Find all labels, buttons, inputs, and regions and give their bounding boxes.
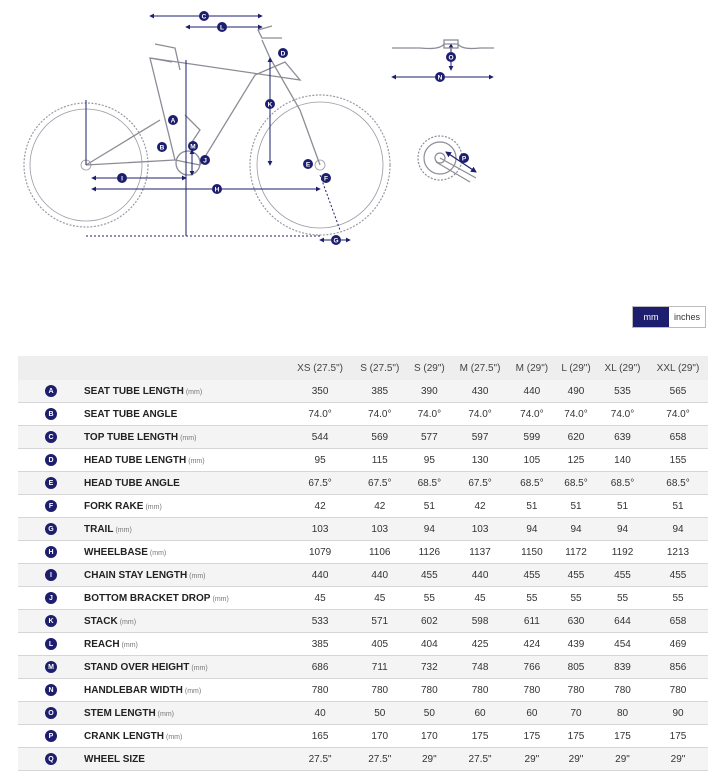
row-value-cell: 404	[407, 633, 451, 656]
row-value-cell: 1079	[288, 541, 352, 564]
row-value-cell: 644	[597, 610, 648, 633]
diagram-badge-letter: N	[437, 74, 443, 82]
row-value-cell: 611	[509, 610, 555, 633]
row-value-cell: 175	[597, 725, 648, 748]
row-value-cell: 1213	[648, 541, 708, 564]
row-value-cell: 535	[597, 380, 648, 403]
row-value-cell: 74.0°	[555, 403, 597, 426]
row-value-cell: 711	[352, 656, 407, 679]
table-row	[18, 725, 708, 748]
row-value-cell: 68.5°	[407, 472, 451, 495]
diagram-badge-letter: A	[170, 117, 176, 125]
row-badge-cell	[18, 495, 84, 518]
row-letter-badge: Q	[45, 753, 57, 765]
bike-geometry-diagram	[0, 0, 720, 290]
row-label-cell	[84, 748, 288, 771]
table-row	[18, 426, 708, 449]
table-row	[18, 564, 708, 587]
row-value-cell: 385	[288, 633, 352, 656]
diagram-badge-letter: G	[333, 237, 339, 245]
row-value-cell: 50	[407, 702, 451, 725]
row-value-cell: 732	[407, 656, 451, 679]
row-value-cell: 780	[352, 679, 407, 702]
row-value-cell: 55	[509, 587, 555, 610]
row-value-cell: 95	[407, 449, 451, 472]
row-value-cell: 60	[509, 702, 555, 725]
row-value-cell: 440	[509, 380, 555, 403]
row-letter-badge: O	[45, 707, 57, 719]
row-value-cell: 1137	[451, 541, 508, 564]
row-value-cell: 29"	[555, 748, 597, 771]
row-value-cell: 639	[597, 426, 648, 449]
row-label-cell	[84, 587, 288, 610]
row-value-cell: 27.5"	[288, 748, 352, 771]
unit-inches-button[interactable]: inches	[669, 307, 705, 327]
row-value-cell: 45	[451, 587, 508, 610]
row-letter-badge: I	[45, 569, 57, 581]
row-value-cell: 74.0°	[407, 403, 451, 426]
row-letter-badge: A	[45, 385, 57, 397]
row-value-cell: 51	[509, 495, 555, 518]
row-value-cell: 51	[407, 495, 451, 518]
row-value-cell: 105	[509, 449, 555, 472]
row-value-cell: 45	[288, 587, 352, 610]
row-label: CRANK LENGTH	[84, 730, 164, 742]
row-value-cell: 598	[451, 610, 508, 633]
row-label: FORK RAKE	[84, 500, 144, 512]
row-letter-badge: F	[45, 500, 57, 512]
diagram-badge-letter: L	[220, 24, 224, 32]
row-letter-badge: G	[45, 523, 57, 535]
table-row	[18, 449, 708, 472]
row-letter-badge: C	[45, 431, 57, 443]
row-value-cell: 175	[509, 725, 555, 748]
row-value-cell: 571	[352, 610, 407, 633]
row-value-cell: 455	[509, 564, 555, 587]
row-value-cell: 780	[597, 679, 648, 702]
row-badge-cell	[18, 541, 84, 564]
row-value-cell: 103	[451, 518, 508, 541]
row-letter-badge: P	[45, 730, 57, 742]
row-label: REACH	[84, 638, 120, 650]
row-badge-cell	[18, 380, 84, 403]
row-letter-badge: M	[45, 661, 57, 673]
row-badge-cell	[18, 610, 84, 633]
diagram-badge-letter: B	[159, 144, 165, 152]
table-row	[18, 541, 708, 564]
row-value-cell: 94	[648, 518, 708, 541]
row-unit: (mm)	[145, 503, 162, 511]
row-unit: (mm)	[188, 457, 205, 465]
table-row	[18, 518, 708, 541]
row-value-cell: 67.5°	[288, 472, 352, 495]
row-value-cell: 27.5"	[451, 748, 508, 771]
row-value-cell: 390	[407, 380, 451, 403]
row-value-cell: 74.0°	[648, 403, 708, 426]
row-value-cell: 780	[451, 679, 508, 702]
bike-frame	[86, 26, 320, 175]
row-badge-cell	[18, 587, 84, 610]
row-badge-cell	[18, 449, 84, 472]
row-value-cell: 125	[555, 449, 597, 472]
table-header-row	[18, 356, 708, 380]
row-value-cell: 140	[597, 449, 648, 472]
table-row	[18, 702, 708, 725]
row-value-cell: 175	[451, 725, 508, 748]
table-row	[18, 656, 708, 679]
row-value-cell: 565	[648, 380, 708, 403]
row-value-cell: 1106	[352, 541, 407, 564]
size-header: S (27.5")	[352, 356, 407, 380]
row-value-cell: 780	[509, 679, 555, 702]
row-value-cell: 455	[555, 564, 597, 587]
row-letter-badge: K	[45, 615, 57, 627]
size-header: L (29")	[555, 356, 597, 380]
row-value-cell: 385	[352, 380, 407, 403]
diagram-badge-letter: O	[448, 54, 454, 62]
row-value-cell: 55	[555, 587, 597, 610]
row-value-cell: 1192	[597, 541, 648, 564]
row-label: BOTTOM BRACKET DROP	[84, 592, 211, 604]
row-unit: (mm)	[185, 388, 203, 396]
row-badge-cell	[18, 656, 84, 679]
row-value-cell: 68.5°	[648, 472, 708, 495]
header-spacer	[18, 356, 288, 380]
row-value-cell: 103	[352, 518, 407, 541]
row-label: STACK	[84, 615, 118, 627]
diagram-badge-letter: F	[324, 175, 328, 183]
row-label: STEM LENGTH	[84, 707, 156, 719]
row-value-cell: 130	[451, 449, 508, 472]
diagram-badge-letter: P	[461, 155, 467, 163]
row-value-cell: 51	[648, 495, 708, 518]
row-value-cell: 42	[451, 495, 508, 518]
row-value-cell: 780	[648, 679, 708, 702]
row-value-cell: 115	[352, 449, 407, 472]
row-value-cell: 50	[352, 702, 407, 725]
row-value-cell: 780	[288, 679, 352, 702]
row-value-cell: 94	[555, 518, 597, 541]
row-value-cell: 29"	[407, 748, 451, 771]
row-label: TRAIL	[84, 523, 114, 535]
row-badge-cell	[18, 518, 84, 541]
row-unit: (mm)	[191, 664, 208, 672]
row-value-cell: 856	[648, 656, 708, 679]
table-row	[18, 380, 708, 403]
row-value-cell: 170	[352, 725, 407, 748]
row-value-cell: 67.5°	[451, 472, 508, 495]
row-value-cell: 74.0°	[352, 403, 407, 426]
row-value-cell: 780	[555, 679, 597, 702]
row-unit: (mm)	[121, 641, 138, 649]
table-row	[18, 472, 708, 495]
row-value-cell: 74.0°	[451, 403, 508, 426]
row-value-cell: 94	[407, 518, 451, 541]
row-unit: (mm)	[119, 618, 137, 626]
row-value-cell: 569	[352, 426, 407, 449]
diagram-badge-letter: D	[280, 50, 286, 58]
diagram-badge-letter: J	[203, 157, 207, 165]
row-value-cell: 350	[288, 380, 352, 403]
row-value-cell: 68.5°	[597, 472, 648, 495]
row-value-cell: 766	[509, 656, 555, 679]
row-value-cell: 424	[509, 633, 555, 656]
row-value-cell: 620	[555, 426, 597, 449]
row-label: HEAD TUBE LENGTH	[84, 454, 187, 466]
row-value-cell: 490	[555, 380, 597, 403]
row-value-cell: 630	[555, 610, 597, 633]
table-body	[18, 380, 708, 771]
row-badge-cell	[18, 725, 84, 748]
row-label-cell	[84, 702, 288, 725]
row-value-cell: 45	[352, 587, 407, 610]
row-badge-cell	[18, 679, 84, 702]
row-value-cell: 658	[648, 426, 708, 449]
table-row	[18, 495, 708, 518]
row-value-cell: 74.0°	[288, 403, 352, 426]
row-unit: (mm)	[157, 710, 174, 718]
row-label: TOP TUBE LENGTH	[84, 431, 179, 443]
row-label-cell	[84, 610, 288, 633]
row-value-cell: 103	[288, 518, 352, 541]
table-row	[18, 679, 708, 702]
row-value-cell: 1126	[407, 541, 451, 564]
row-unit: (mm)	[149, 549, 167, 557]
row-label: WHEEL SIZE	[84, 753, 145, 765]
row-badge-cell	[18, 403, 84, 426]
row-unit: (mm)	[115, 526, 132, 534]
row-label: SEAT TUBE ANGLE	[84, 408, 178, 420]
row-value-cell: 440	[352, 564, 407, 587]
row-unit: (mm)	[166, 733, 183, 741]
row-label: WHEELBASE	[84, 546, 148, 558]
row-value-cell: 42	[352, 495, 407, 518]
dimension-label-badges	[117, 11, 469, 245]
row-value-cell: 40	[288, 702, 352, 725]
row-value-cell: 29"	[648, 748, 708, 771]
row-value-cell: 51	[597, 495, 648, 518]
row-value-cell: 95	[288, 449, 352, 472]
row-value-cell: 74.0°	[597, 403, 648, 426]
table-row	[18, 748, 708, 771]
diagram-badge-letter: H	[214, 186, 220, 194]
diagram-badge-letter: E	[305, 161, 311, 169]
row-letter-badge: D	[45, 454, 57, 466]
row-label: HEAD TUBE ANGLE	[84, 477, 180, 489]
diagram-badge-letter: M	[190, 143, 196, 151]
row-value-cell: 533	[288, 610, 352, 633]
row-value-cell: 455	[648, 564, 708, 587]
row-value-cell: 42	[288, 495, 352, 518]
row-value-cell: 440	[288, 564, 352, 587]
row-value-cell: 839	[597, 656, 648, 679]
row-value-cell: 155	[648, 449, 708, 472]
size-header: S (29")	[407, 356, 451, 380]
row-value-cell: 175	[555, 725, 597, 748]
row-unit: (mm)	[189, 572, 206, 580]
diagram-badge-letter: I	[121, 175, 123, 183]
row-value-cell: 1172	[555, 541, 597, 564]
row-value-cell: 577	[407, 426, 451, 449]
row-value-cell: 165	[288, 725, 352, 748]
row-badge-cell	[18, 564, 84, 587]
row-label-cell	[84, 380, 288, 403]
row-value-cell: 55	[407, 587, 451, 610]
row-value-cell: 27.5"	[352, 748, 407, 771]
row-value-cell: 658	[648, 610, 708, 633]
handlebar-detail	[392, 40, 494, 49]
row-unit: (mm)	[184, 687, 202, 695]
row-letter-badge: N	[45, 684, 57, 696]
row-label-cell	[84, 656, 288, 679]
row-value-cell: 90	[648, 702, 708, 725]
row-badge-cell	[18, 633, 84, 656]
diagram-badge-letter: C	[201, 13, 207, 21]
row-value-cell: 51	[555, 495, 597, 518]
row-label-cell	[84, 472, 288, 495]
row-value-cell: 455	[597, 564, 648, 587]
unit-mm-button[interactable]: mm	[633, 307, 669, 327]
row-value-cell: 599	[509, 426, 555, 449]
row-value-cell: 80	[597, 702, 648, 725]
row-letter-badge: J	[45, 592, 57, 604]
row-unit: (mm)	[212, 595, 229, 603]
row-value-cell: 74.0°	[509, 403, 555, 426]
row-value-cell: 94	[509, 518, 555, 541]
row-value-cell: 1150	[509, 541, 555, 564]
row-value-cell: 597	[451, 426, 508, 449]
row-label: SEAT TUBE LENGTH	[84, 385, 184, 397]
row-label: STAND OVER HEIGHT	[84, 661, 190, 673]
row-value-cell: 469	[648, 633, 708, 656]
row-label-cell	[84, 679, 288, 702]
size-header: XL (29")	[597, 356, 648, 380]
row-label-cell	[84, 633, 288, 656]
row-value-cell: 439	[555, 633, 597, 656]
size-header: M (27.5")	[451, 356, 508, 380]
row-value-cell: 430	[451, 380, 508, 403]
row-value-cell: 68.5°	[555, 472, 597, 495]
row-value-cell: 405	[352, 633, 407, 656]
row-value-cell: 175	[648, 725, 708, 748]
row-letter-badge: H	[45, 546, 57, 558]
row-value-cell: 55	[597, 587, 648, 610]
row-label-cell	[84, 541, 288, 564]
table-row	[18, 633, 708, 656]
row-value-cell: 454	[597, 633, 648, 656]
row-value-cell: 455	[407, 564, 451, 587]
size-header: XS (27.5")	[288, 356, 352, 380]
table-row	[18, 610, 708, 633]
unit-toggle[interactable]	[632, 306, 706, 328]
row-label-cell	[84, 495, 288, 518]
row-label-cell	[84, 725, 288, 748]
diagram-badge-letter: K	[267, 101, 273, 109]
row-label-cell	[84, 403, 288, 426]
row-label: CHAIN STAY LENGTH	[84, 569, 188, 581]
row-value-cell: 55	[648, 587, 708, 610]
row-value-cell: 67.5°	[352, 472, 407, 495]
size-header: M (29")	[509, 356, 555, 380]
row-value-cell: 70	[555, 702, 597, 725]
row-label-cell	[84, 564, 288, 587]
row-badge-cell	[18, 748, 84, 771]
row-label-cell	[84, 426, 288, 449]
row-value-cell: 425	[451, 633, 508, 656]
row-badge-cell	[18, 426, 84, 449]
table-row	[18, 587, 708, 610]
row-label-cell	[84, 518, 288, 541]
row-value-cell: 68.5°	[509, 472, 555, 495]
row-badge-cell	[18, 702, 84, 725]
row-letter-badge: E	[45, 477, 57, 489]
row-value-cell: 686	[288, 656, 352, 679]
row-value-cell: 440	[451, 564, 508, 587]
row-value-cell: 780	[407, 679, 451, 702]
row-value-cell: 805	[555, 656, 597, 679]
size-header: XXL (29")	[648, 356, 708, 380]
row-value-cell: 544	[288, 426, 352, 449]
row-unit: (mm)	[180, 434, 197, 442]
row-label: HANDLEBAR WIDTH	[84, 684, 183, 696]
row-value-cell: 748	[451, 656, 508, 679]
row-value-cell: 60	[451, 702, 508, 725]
row-letter-badge: L	[45, 638, 57, 650]
row-value-cell: 602	[407, 610, 451, 633]
row-badge-cell	[18, 472, 84, 495]
row-value-cell: 94	[597, 518, 648, 541]
row-value-cell: 29"	[597, 748, 648, 771]
geometry-table	[18, 356, 708, 771]
row-label-cell	[84, 449, 288, 472]
row-letter-badge: B	[45, 408, 57, 420]
row-value-cell: 170	[407, 725, 451, 748]
row-value-cell: 29"	[509, 748, 555, 771]
table-row	[18, 403, 708, 426]
